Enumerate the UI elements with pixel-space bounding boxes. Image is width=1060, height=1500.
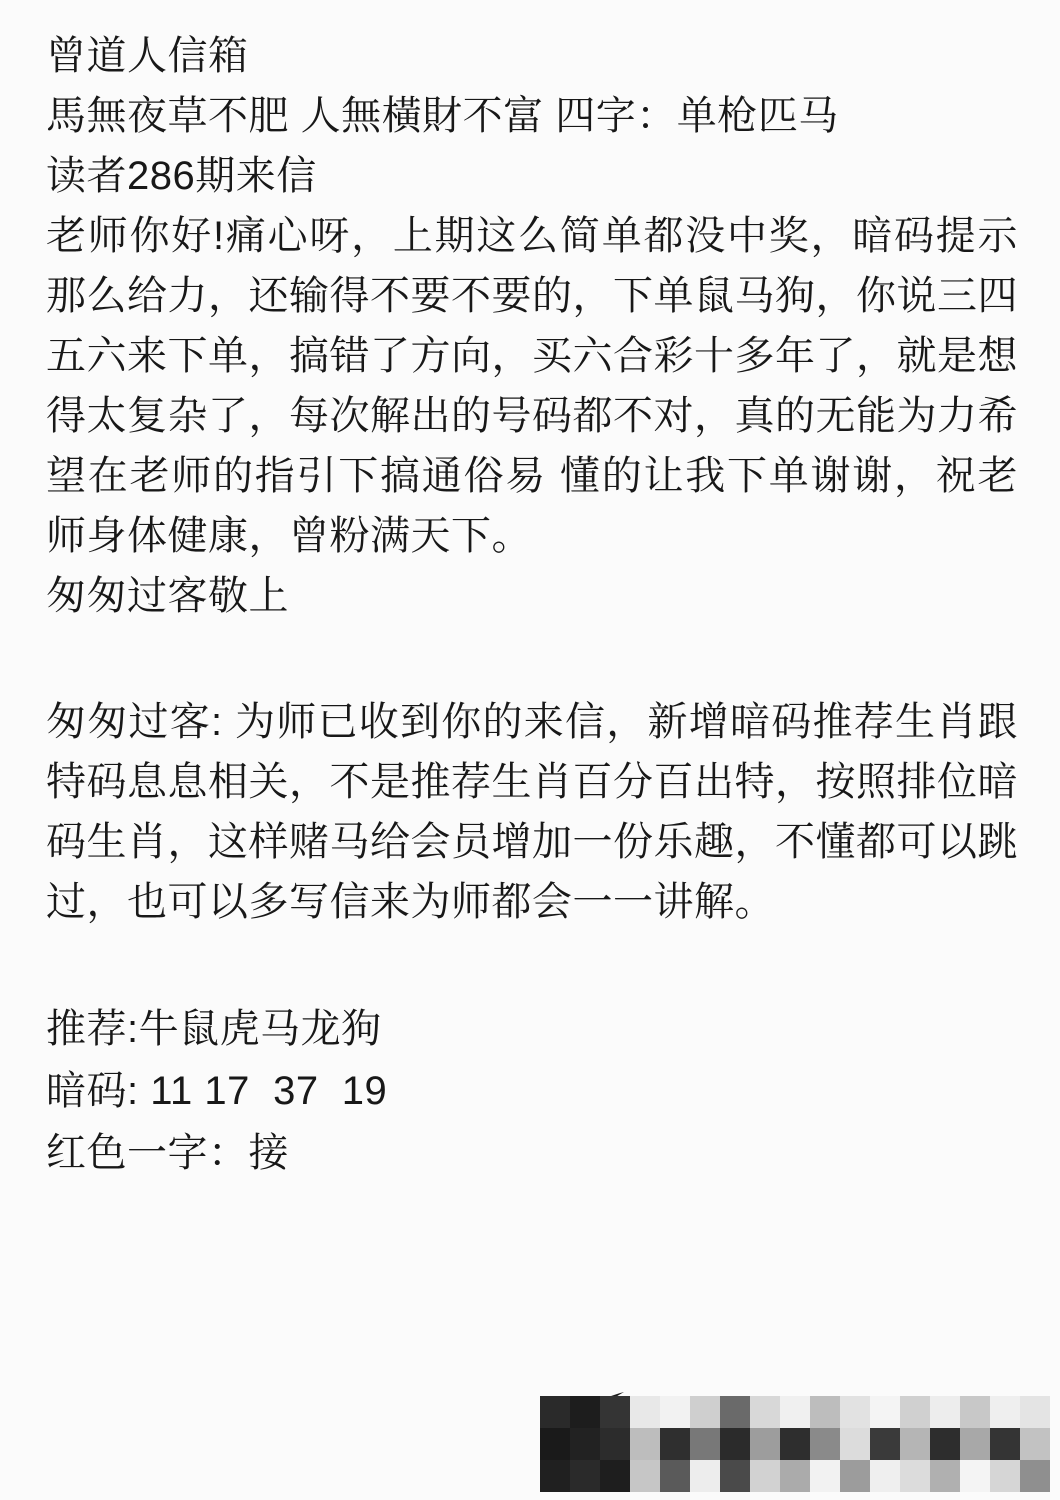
red-word-line: 红色一字：接 [46,1131,289,1175]
mosaic-cell [960,1396,990,1428]
section-gap [46,626,1018,692]
mosaic-cell [750,1428,780,1460]
mosaic-cell [600,1396,630,1428]
mosaic-cell [750,1460,780,1492]
mosaic-cell [990,1396,1020,1428]
mosaic-cell [540,1460,570,1492]
header-line-1: 曾道人信箱 [46,34,249,78]
letter-body: 老师你好!痛心呀，上期这么简单都没中奖，暗码提示那么给力，还输得不要不要的，下单鼠马狗，你说三四五六来下单，搞错了方向，买六合彩十多年了，就是想得太复杂了，每次解出的号码都不对，真的无能为力希望在老师的指引下搞通俗易 懂的让我下单谢谢，祝老师身体健康，曾粉满天下。 [46,214,1018,558]
mosaic-cell [750,1396,780,1428]
mosaic-cell [780,1428,810,1460]
header-line-3: 读者286期来信 [46,154,317,198]
mosaic-cell [930,1460,960,1492]
mosaic-cell [870,1428,900,1460]
mosaic-cell [570,1396,600,1428]
section-gap-2 [46,932,1018,998]
mosaic-cell [660,1396,690,1428]
mosaic-cell [690,1396,720,1428]
mosaic-cell [690,1428,720,1460]
mosaic-cell [900,1396,930,1428]
mosaic-cell [1020,1396,1050,1428]
mosaic-grid [540,1396,1050,1492]
mosaic-cell [1020,1460,1050,1492]
mosaic-cell [720,1396,750,1428]
mosaic-cell [570,1460,600,1492]
mosaic-cell [870,1396,900,1428]
mosaic-cell [720,1428,750,1460]
mosaic-cell [630,1460,660,1492]
mosaic-cell [840,1396,870,1428]
mosaic-cell [900,1428,930,1460]
reply-body: 匆匆过客: 为师已收到你的来信，新增暗码推荐生肖跟特码息息相关，不是推荐生肖百分百出特，按照排位暗码生肖，这样赌马给会员增加一份乐趣，不懂都可以跳过，也可以多写信来为师都会一一讲解。 [46,700,1018,924]
mosaic-cell [810,1396,840,1428]
mosaic-cell [570,1428,600,1460]
mosaic-cell [660,1460,690,1492]
mosaic-cell [930,1396,960,1428]
mosaic-cell [810,1428,840,1460]
mosaic-cell [810,1460,840,1492]
mosaic-cell [540,1428,570,1460]
recommendation-line: 推荐:牛鼠虎马龙狗 [46,1007,382,1051]
mosaic-cell [780,1460,810,1492]
mosaic-cell [930,1428,960,1460]
mosaic-cell [990,1460,1020,1492]
mosaic-watermark [540,1396,1050,1492]
mosaic-cell [690,1460,720,1492]
mosaic-cell [540,1396,570,1428]
mosaic-cell [900,1460,930,1492]
mosaic-cell [870,1460,900,1492]
mosaic-cell [1020,1428,1050,1460]
mosaic-cell [600,1460,630,1492]
mosaic-cell [990,1428,1020,1460]
mosaic-cell [840,1428,870,1460]
prediction-block [46,998,1018,1184]
mosaic-cell [630,1428,660,1460]
mosaic-cell [660,1428,690,1460]
mosaic-cell [630,1396,660,1428]
mosaic-cell [600,1428,630,1460]
header-block [46,26,1018,206]
mosaic-cell [960,1460,990,1492]
mosaic-cell [960,1428,990,1460]
secret-code-line: 暗码: 11 17 37 19 [46,1069,388,1113]
mosaic-cell [840,1460,870,1492]
header-line-2: 馬無夜草不肥 人無橫財不富 四字：单枪匹马 [46,94,839,138]
mosaic-cell [780,1396,810,1428]
mosaic-cell [720,1460,750,1492]
letter-signature: 匆匆过客敬上 [46,574,289,618]
